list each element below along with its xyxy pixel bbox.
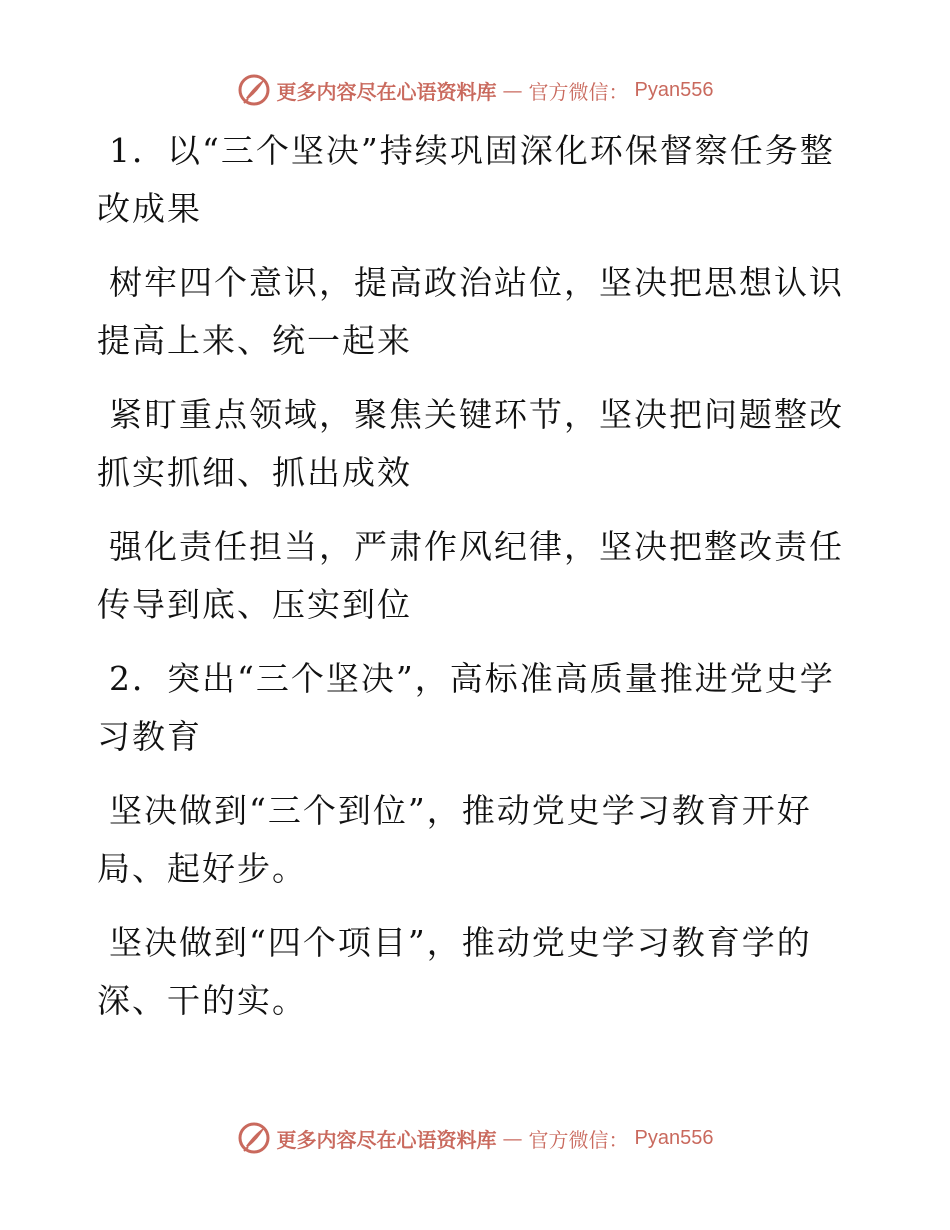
watermark-dash: — — [502, 78, 523, 102]
paragraph-item: 坚决做到“四个项目”，推动党史学习教育学的深、干的实。 — [97, 923, 812, 1020]
watermark-wechat-id: Pyan556 — [634, 1126, 714, 1149]
watermark-brand-text: 更多内容尽在心语资料库 — [276, 79, 497, 104]
header-watermark — [0, 70, 950, 110]
watermark-wechat-id: Pyan556 — [634, 78, 714, 101]
paragraph-item: 强化责任担当，严肃作风纪律，坚决把整改责任传导到底、压实到位 — [97, 527, 844, 624]
paragraph-item: 坚决做到“三个到位”，推动党史学习教育开好局、起好步。 — [97, 791, 812, 888]
footer-watermark — [0, 1118, 950, 1158]
heading-section-1: 1．以“三个坚决”持续巩固深化环保督察任务整改成果 — [97, 131, 835, 228]
watermark-brand-text: 更多内容尽在心语资料库 — [276, 1127, 497, 1152]
heading-section-2: 2．突出“三个坚决”，高标准高质量推进党史学习教育 — [97, 659, 835, 756]
document-body — [97, 122, 857, 1046]
watermark-dash: — — [502, 1126, 523, 1150]
feather-pen-logo-icon — [237, 1121, 271, 1155]
paragraph-item: 紧盯重点领域，聚焦关键环节，坚决把问题整改抓实抓细、抓出成效 — [97, 395, 844, 492]
feather-pen-logo-icon — [237, 73, 271, 107]
paragraph-item: 树牢四个意识，提高政治站位，坚决把思想认识提高上来、统一起来 — [97, 263, 844, 360]
watermark-label: 官方微信： — [528, 1127, 629, 1152]
watermark-label: 官方微信： — [528, 79, 629, 104]
